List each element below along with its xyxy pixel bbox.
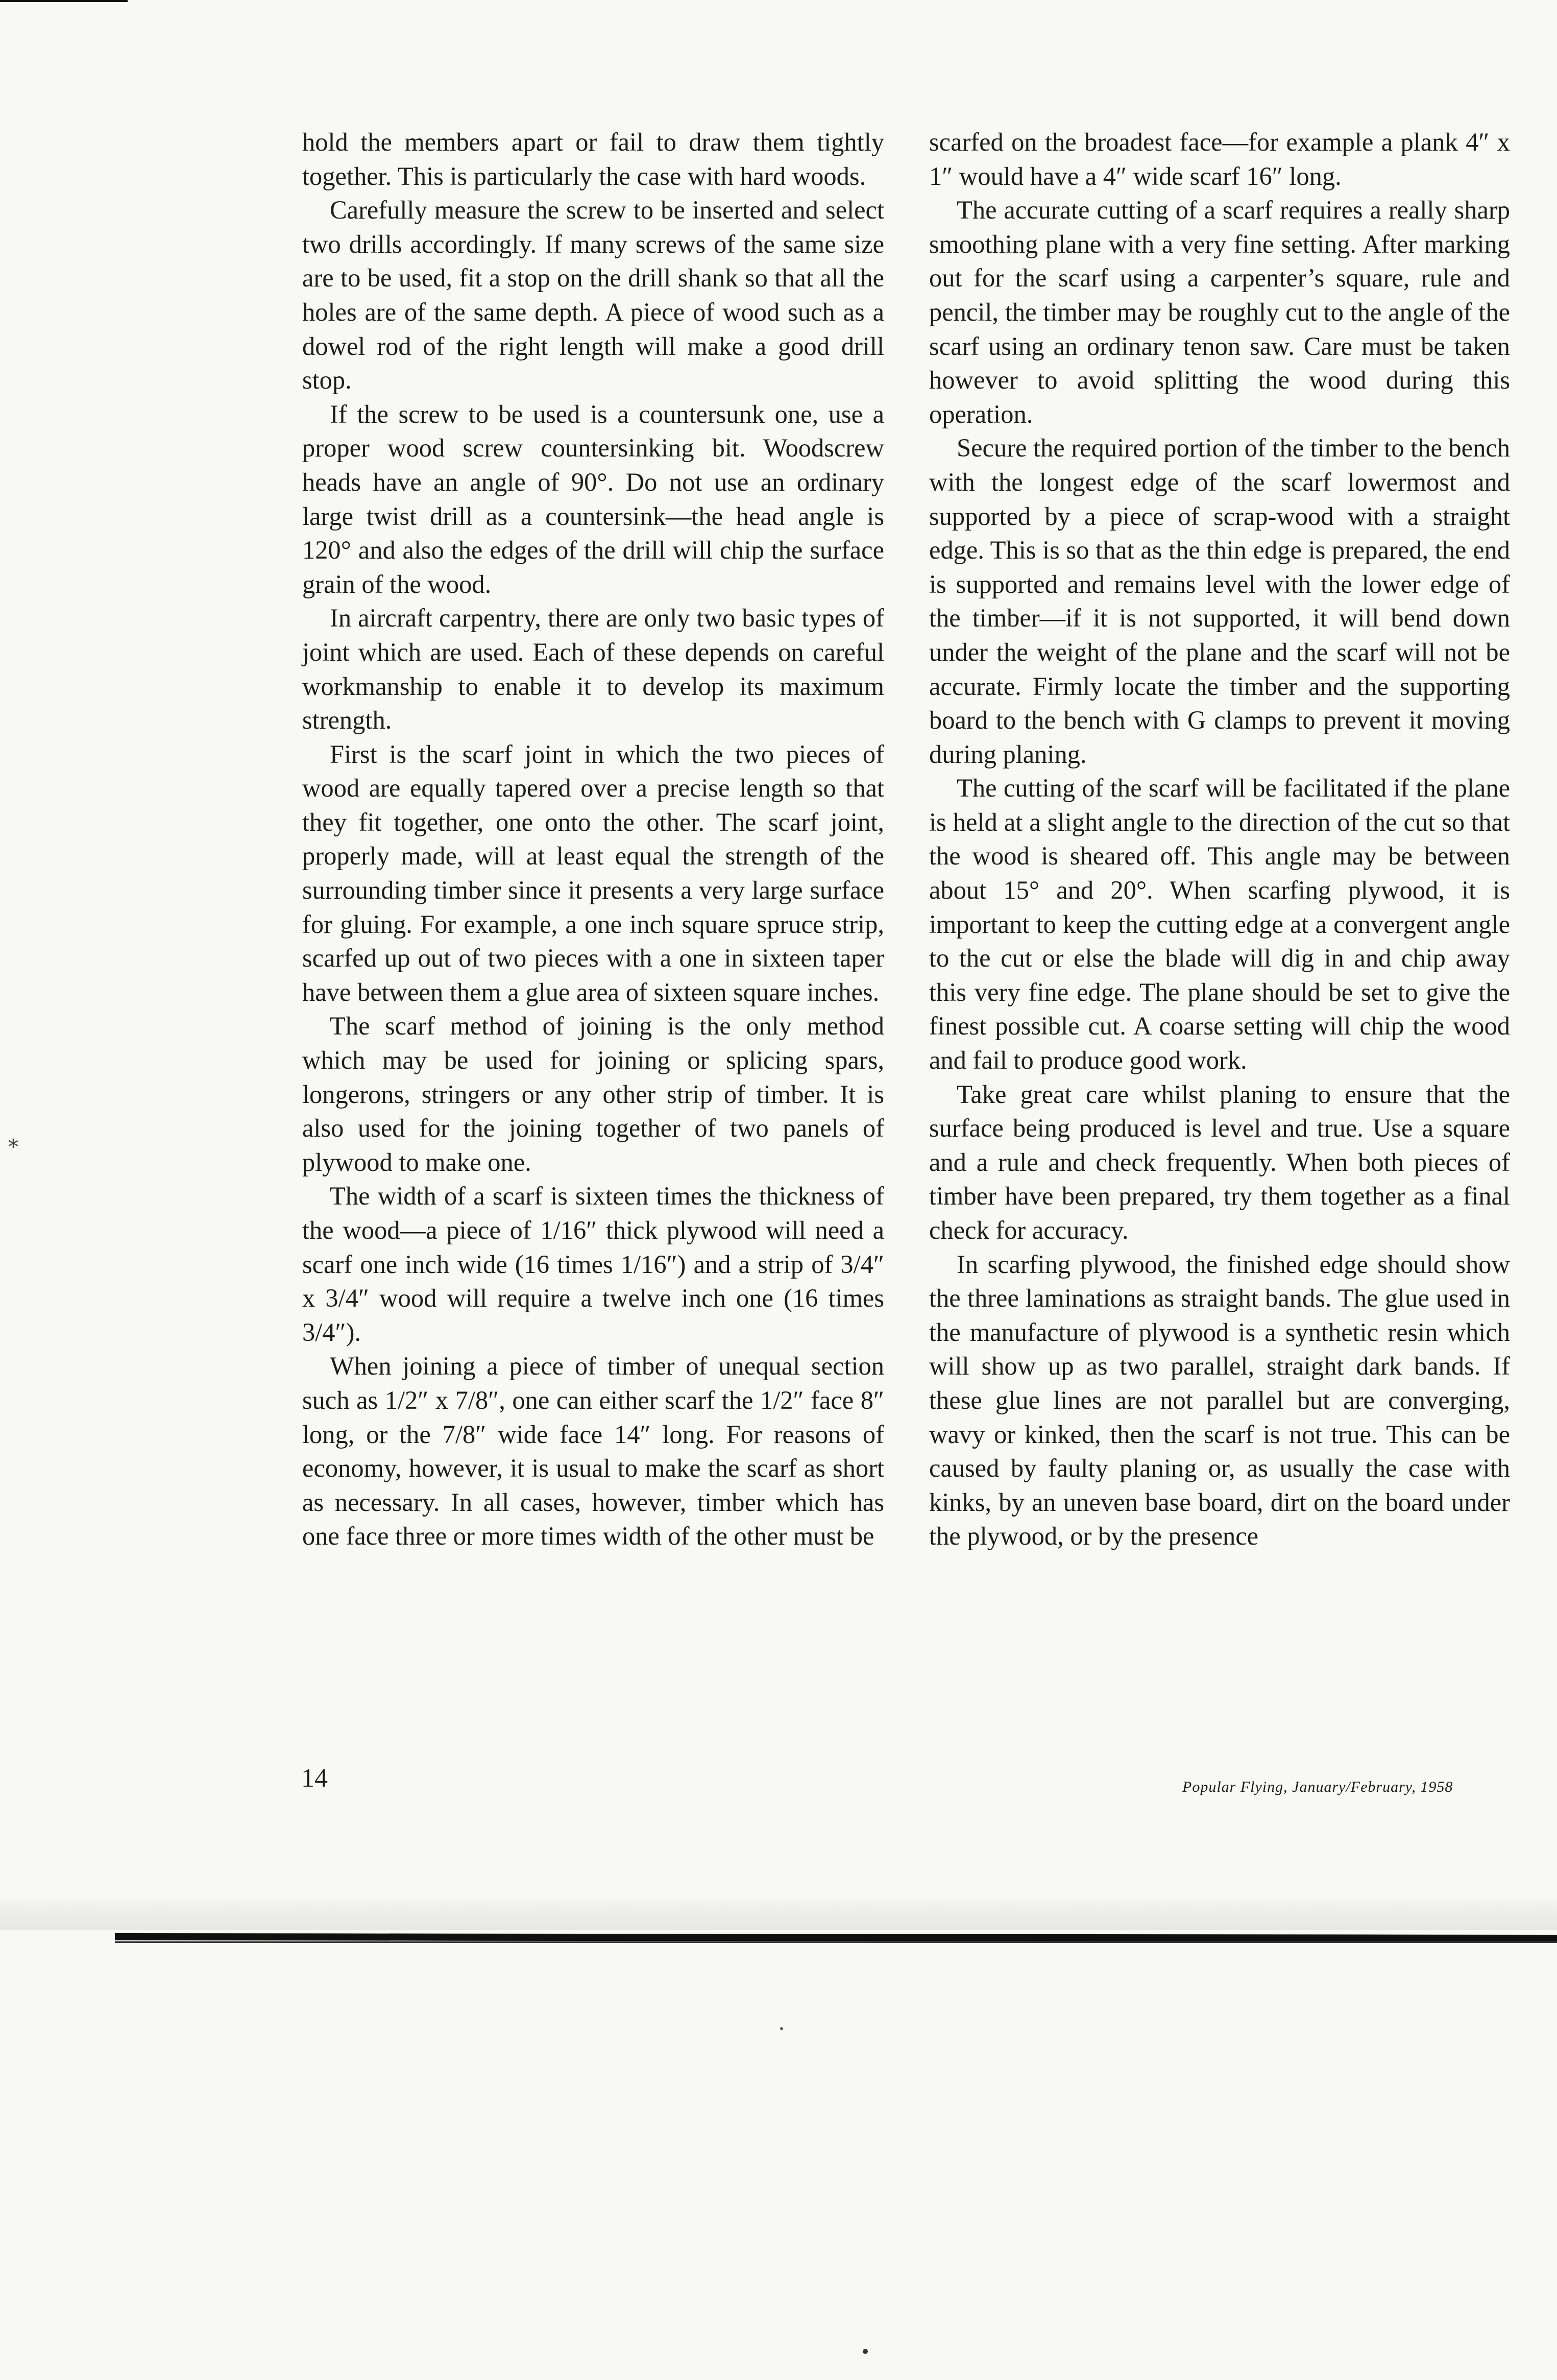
- paragraph: hold the members apart or fail to draw them tightly together. This is particularly the case with hard woods.: [302, 128, 884, 190]
- paragraph: Carefully measure the screw to be inserted and select two drills accordingly. If many screws of the same size are to be used, fit a stop on the drill shank so that all the holes are of the same depth. A piece of wood such as a dowel rod of the right length will make a good drill stop.: [302, 196, 884, 395]
- paragraph: The width of a scarf is sixteen times the thickness of the wood—a piece of 1/16″ thick plywood will need a scarf one inch wide (16 times 1/16″) and a strip of 3/4″ x 3/4″ wood will require a twelve inch one (16 times 3/4″).: [302, 1182, 884, 1347]
- left-column: [302, 125, 884, 1553]
- paragraph: In aircraft carpentry, there are only two basic types of joint which are used. Each of these depends on careful workmanship to enable it to develop its maximum strength.: [302, 604, 884, 735]
- speck: [780, 2027, 783, 2030]
- page-edge-rule-thin: [115, 1941, 1557, 1943]
- paragraph: The accurate cutting of a scarf requires a really sharp smoothing plane with a very fine setting. After marking out for the scarf using a carpenter’s square, rule and pencil, the timber may be roughly cut to the angle of the scarf using an ordinary tenon saw. Care must be taken however to avoid splitting the wood during this operation.: [929, 196, 1510, 428]
- publication-credit: Popular Flying, January/February, 1958: [1182, 1778, 1453, 1795]
- page-number: 14: [301, 1764, 328, 1793]
- paragraph: Secure the required portion of the timber to the bench with the longest edge of the scarf lowermost and supported by a piece of scrap-wood with a straight edge. This is so that as the thin edge is prepared, the end is supported and remains level with the lower edge of the timber—if it is not supported, it will bend down under the weight of the plane and the scarf will not be accurate. Firmly locate the timber and the supporting board to the bench with G clamps to prevent it moving during planing.: [929, 434, 1510, 768]
- paragraph: First is the scarf joint in which the two pieces of wood are equally tapered over a precise length so that they fit together, one onto the other. The scarf joint, properly made, will at least equal the strength of the surrounding timber since it presents a very large surface for gluing. For example, a one inch square spruce strip, scarfed up out of two pieces with a one in sixteen taper have between them a glue area of sixteen square inches.: [302, 739, 884, 1006]
- paragraph: When joining a piece of timber of unequal section such as 1/2″ x 7/8″, one can either scarf the 1/2″ face 8″ long, or the 7/8″ wide face 14″ long. For reasons of economy, however, it is usual to make the scarf as short as necessary. In all cases, however, timber which has one face three or more times width of the other must be: [302, 1352, 884, 1551]
- paragraph: In scarfing plywood, the finished edge should show the three laminations as straight bands. The glue used in the manufacture of plywood is a synthetic resin which will show up as two parallel, straight dark bands. If these glue lines are not parallel but are converging, wavy or kinked, then the scarf is not true. This can be caused by faulty planing or, as usually the case with kinks, by an uneven base board, dirt on the board under the plywood, or by the presence: [929, 1249, 1510, 1551]
- paragraph: The scarf method of joining is the only method which may be used for joining or splicing spars, longerons, stringers or any other strip of timber. It is also used for the joining together of two panels of plywood to make one.: [302, 1012, 884, 1176]
- paragraph: Take great care whilst planing to ensure that the surface being produced is level and true. Use a square and a rule and check frequently. When both pieces of timber have been prepared, try them together as a final check for accuracy.: [929, 1079, 1510, 1244]
- paragraph: scarfed on the broadest face—for example a plank 4″ x 1″ would have a 4″ wide scarf 16″ long.: [929, 128, 1510, 190]
- page-edge-shadow: [0, 1900, 1557, 1930]
- right-column: [929, 125, 1510, 1553]
- margin-mark: ⁎: [8, 1129, 18, 1152]
- paragraph: If the screw to be used is a countersunk one, use a proper wood screw countersinking bit. Woodscrew heads have an angle of 90°. Do not use an ordinary large twist drill as a countersink—the head angle is 120° and also the edges of the drill will chip the surface grain of the wood.: [302, 399, 884, 598]
- top-edge-rule: [0, 0, 128, 2]
- speck: [863, 2349, 868, 2354]
- paragraph: The cutting of the scarf will be facilitated if the plane is held at a slight angle to the direction of the cut so that the wood is sheared off. This angle may be between about 15° and 20°. When scarfing plywood, it is important to keep the cutting edge at a convergent angle to the cut or else the blade will dig in and chip away this very fine edge. The plane should be set to give the finest possible cut. A coarse setting will chip the wood and fail to produce good work.: [929, 774, 1510, 1075]
- page-edge-rule: [115, 1933, 1557, 1942]
